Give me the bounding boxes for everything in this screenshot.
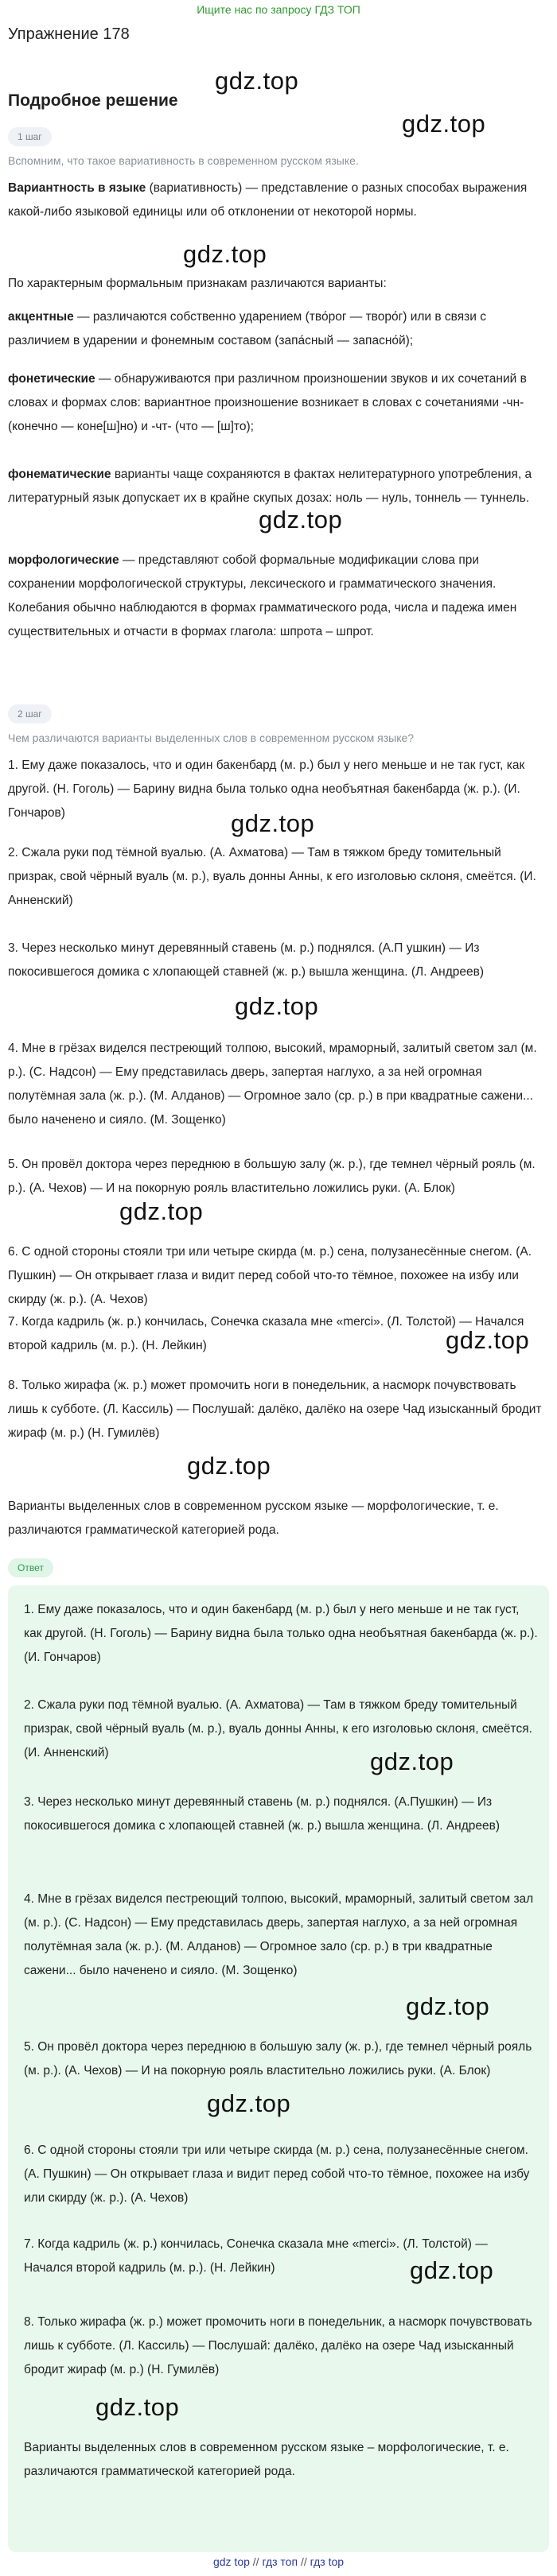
- answer-conclusion: Варианты выделенных слов в современном русском языке – морфологические, т. е. различаются грамматической категорией рода.: [24, 2441, 509, 2478]
- example-item: 4. Мне в грёзах виделся пестреющий толпою, высокий, мраморный, залитый светом зал (м. р.). (С. Надсон) — Ему представилась дверь, запертая наглухо, а за ней огромная полутёмная зала (ж. р.). (М. Алданов) — Огромное зало (ср. р.) в при квадратные сажени... было наченено и сияло. (М. Зощенко): [8, 1042, 537, 1127]
- definition-paragraph: [8, 177, 549, 224]
- accent-text: — различаются собственно ударением (тво́рог — творо́г) или в связи с различием в ударении и фонемным составом (запа́сный — запасно́й);: [8, 310, 486, 347]
- accent-variants: [8, 305, 549, 353]
- watermark: gdz.top: [183, 240, 267, 268]
- footer-separator: //: [252, 2555, 259, 2568]
- watermark: gdz.top: [215, 67, 299, 95]
- variants-intro: По характерным формальным признакам различаются варианты:: [8, 277, 387, 290]
- watermark: gdz.top: [231, 809, 315, 837]
- phonetic-variants: [8, 367, 549, 439]
- answer-item: 4. Мне в грёзах виделся пестреющий толпою, высокий, мраморный, залитый светом зал (м. р.). (С. Надсон) — Ему представилась дверь, запертая наглухо, а за ней огромная полутёмная зала (ж. р.). (М. Алданов) — Огромное зало (ср. р.) в три квадратные сажени... было наченено и сияло. (М. Зощенко): [24, 1892, 534, 1977]
- example-item: 6. С одной стороны стояли три или четыре скирда (м. р.) сена, полузанесённые снегом. (А. Пушкин) — Он открывает глаза и видит перед собой что-то тёмное, похожее на избу или скирду (ж. р.). (А. Чехов): [8, 1245, 532, 1306]
- step-2-question: Чем различаются варианты выделенных слов в современном русском языке?: [8, 731, 415, 744]
- term-phonetic: фонетические: [8, 372, 95, 386]
- watermark: gdz.top: [370, 1748, 454, 1775]
- footer-links: [0, 2555, 557, 2568]
- example-item: 7. Когда кадриль (ж. р.) кончилась, Сонечка сказала мне «merci». (Л. Толстой) — Начался второй кадриль (м. р.). (Н. Лейкин): [8, 1315, 524, 1352]
- watermark: gdz.top: [406, 1992, 490, 2020]
- answer-item: 1. Ему даже показалось, что и один бакенбард (м. р.) был у него меньше и не так густ, как другой. (Н. Гоголь) — Барину видна была только одна необъятная бакенбарда (ж. р.). (И. Гончаров): [24, 1603, 538, 1664]
- term-morphological: морфологические: [8, 553, 119, 567]
- watermark: gdz.top: [187, 1452, 271, 1480]
- exercise-title: Упражнение 178: [8, 25, 130, 43]
- example-item: 3. Через несколько минут деревянный ставень (м. р.) поднялся. (А.П ушкин) — Из покосившегося домика с хлопающей ставней (ж. р.) вышла женщина. (Л. Андреев): [8, 941, 485, 979]
- watermark: gdz.top: [410, 2256, 494, 2284]
- phonematic-variants: [8, 463, 549, 510]
- footer-link[interactable]: gdz top: [212, 2555, 250, 2568]
- example-item: 2. Сжала руки под тёмной вуалью. (А. Ахматова) — Там в тяжком бреду томительный призрак, свой чёрный вуаль (м. р.), вуаль донны Анны, к его изголовью склоня, смеётся. (И. Анненский): [8, 846, 536, 907]
- term-variance: Вариантность в языке: [8, 181, 146, 195]
- watermark: gdz.top: [402, 110, 486, 138]
- morphological-text: — представляют собой формальные модификации слова при сохранении морфологической структуры, лексического и грамматического значения. Колебания обычно наблюдаются в формах грамматического рода, числа и падежа имен существительных и отчасти в формах глагола: шпрота – шпрот.: [8, 553, 517, 638]
- answer-item: 6. С одной стороны стояли три или четыре скирда (м. р.) сена, полузанесённые снегом. (А. Пушкин) — Он открывает глаза и видит перед собой что-то тёмное, похожее на избу или скирду (ж. р.). (А. Чехов): [24, 2143, 530, 2205]
- watermark: gdz.top: [446, 1326, 530, 1354]
- phonematic-text: варианты чаще сохраняются в фактах нелитературного употребления, а литературный язык допускает их в крайне скупых дозах: ноль — нуль, тоннель — туннель.: [8, 467, 532, 505]
- answer-item: 3. Через несколько минут деревянный ставень (м. р.) поднялся. (А.Пушкин) — Из покосившегося домика с хлопающей ставней (ж. р.) вышла женщина. (Л. Андреев): [24, 1795, 501, 1833]
- example-item: 8. Только жирафа (ж. р.) может промочить ноги в понедельник, а насморк почувствовать лишь к субботе. (Л. Кассиль) — Послушай: далёко, далёко на озере Чад изысканный бродит жираф (м. р.) (Н. Гумилёв): [8, 1379, 542, 1440]
- search-hint-banner: Ищите нас по запросу ГДЗ ТОП: [197, 3, 360, 16]
- answer-pill: Ответ: [8, 1558, 53, 1577]
- step-2-pill: 2 шаг: [8, 704, 52, 724]
- term-phonematic: фонематические: [8, 467, 111, 481]
- definition-text: (вариативность) — представление о разных способах выражения какой-либо языковой единицы или об отклонении от некоторой нормы.: [8, 181, 528, 219]
- example-item: 5. Он провёл доктора через переднюю в большую залу (ж. р.), где темнел чёрный рояль (м. р.). (А. Чехов) — И на покорную рояль властительно ложились руки. (А. Блок): [8, 1158, 536, 1195]
- watermark: gdz.top: [207, 2089, 291, 2117]
- morphological-variants: [8, 549, 549, 644]
- footer-link[interactable]: гдз top: [310, 2555, 345, 2568]
- watermark: gdz.top: [235, 992, 319, 1020]
- footer-separator: //: [300, 2555, 307, 2568]
- footer-link[interactable]: гдз топ: [262, 2555, 298, 2568]
- section-title: Подробное решение: [8, 91, 178, 110]
- answer-item: 7. Когда кадриль (ж. р.) кончилась, Сонечка сказала мне «merci». (Л. Толстой) — Начался второй кадриль (м. р.). (Н. Лейкин): [24, 2237, 488, 2275]
- watermark: gdz.top: [259, 506, 343, 533]
- answer-item: 8. Только жирафа (ж. р.) может промочить ноги в понедельник, а насморк почувствовать лишь к субботе. (Л. Кассиль) — Послушай: далёко, далёко на озере Чад изысканный бродит жираф (м. р.) (Н. Гумилёв): [24, 2315, 532, 2376]
- step-1-pill: 1 шаг: [8, 127, 52, 146]
- example-item: 1. Ему даже показалось, что и один бакенбард (м. р.) был у него меньше и не так густ, как другой. (Н. Гоголь) — Барину видна была только одна необъятная бакенбарда (ж. р.). (И. Гончаров): [8, 758, 525, 820]
- step-1-question: Вспомним, что такое вариативность в современном русском языке.: [8, 154, 359, 167]
- phonetic-text: — обнаруживаются при различном произношении звуков и их сочетаний в словах и формах слов: вариантное произношение возникает в словах с сочетаниями -чн- (конечно — коне[ш]но) и -чт- (что — [ш]то);: [8, 372, 527, 433]
- step-2-conclusion: Варианты выделенных слов в современном русском языке — морфологические, т. е. различаются грамматической категорией рода.: [8, 1499, 499, 1537]
- watermark: gdz.top: [95, 2393, 180, 2421]
- watermark: gdz.top: [119, 1197, 204, 1225]
- answer-item: 5. Он провёл доктора через переднюю в большую залу (ж. р.), где темнел чёрный рояль (м. р.). (А. Чехов) — И на покорную рояль властительно ложились руки. (А. Блок): [24, 2040, 532, 2077]
- answer-item: 2. Сжала руки под тёмной вуалью. (А. Ахматова) — Там в тяжком бреду томительный призрак, свой чёрный вуаль (м. р.), вуаль донны Анны, к его изголовью склоня, смеётся. (И. Анненский): [24, 1698, 532, 1759]
- term-accent: акцентные: [8, 310, 74, 324]
